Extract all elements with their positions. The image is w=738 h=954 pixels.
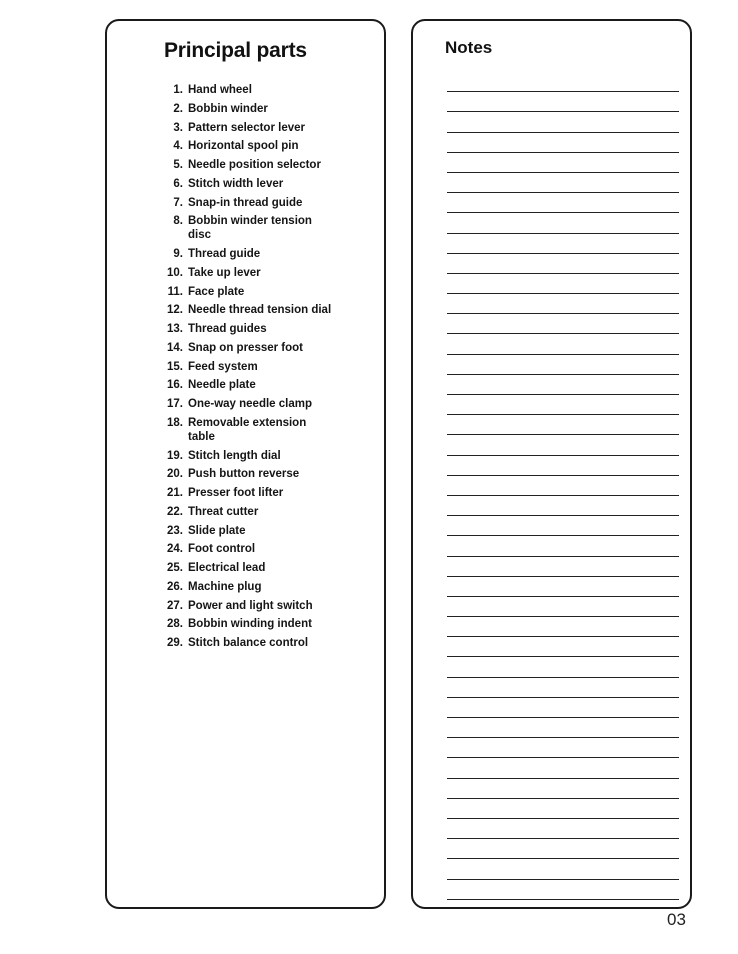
part-number: 4.: [173, 140, 183, 153]
part-number: 8.: [173, 215, 183, 228]
part-number: 20.: [167, 468, 183, 481]
part-label: Threat cutter: [188, 505, 259, 518]
part-label: Stitch balance control: [188, 637, 309, 649]
note-line: [447, 395, 679, 415]
note-line: [447, 173, 679, 193]
part-label: Power and light switch: [188, 599, 313, 612]
note-line: [447, 375, 679, 395]
part-number: 29.: [167, 637, 183, 649]
part-number: 27.: [167, 599, 183, 612]
part-number: 24.: [167, 543, 183, 556]
list-item: [155, 177, 380, 191]
part-label: Machine plug: [188, 580, 262, 593]
list-item: [155, 617, 380, 631]
part-number: 23.: [167, 524, 183, 537]
note-line: [447, 779, 679, 799]
list-item: [155, 285, 380, 299]
note-line: [447, 657, 679, 677]
list-item: [155, 486, 380, 500]
note-line: [447, 637, 679, 657]
notes-title: Notes: [445, 38, 493, 57]
list-item: [155, 416, 380, 444]
part-label: Thread guides: [188, 323, 267, 335]
part-number: 28.: [167, 618, 183, 631]
part-label: Presser foot lifter: [188, 487, 284, 499]
list-item: [155, 196, 380, 210]
list-item: [155, 158, 380, 172]
note-line: [447, 859, 679, 879]
part-number: 26.: [167, 580, 183, 593]
part-label: Push button reverse: [188, 468, 300, 481]
note-line: [447, 456, 679, 476]
part-label: Feed system: [188, 360, 258, 373]
part-number: 18.: [167, 416, 183, 429]
note-line: [447, 758, 679, 778]
note-line: [447, 193, 679, 213]
part-number: 6.: [173, 177, 183, 190]
notes-panel: [411, 19, 692, 909]
list-item: [155, 524, 380, 538]
list-item: [155, 599, 380, 613]
note-line: [447, 234, 679, 254]
note-line: [447, 557, 679, 577]
part-number: 17.: [167, 398, 183, 410]
note-line: [447, 839, 679, 859]
list-item: [155, 139, 380, 153]
part-number: 12.: [167, 304, 183, 317]
note-line: [447, 415, 679, 435]
note-line: [447, 254, 679, 274]
part-number: 22.: [167, 505, 183, 518]
part-label: Pattern selector lever: [188, 121, 305, 134]
part-label: Needle plate: [188, 379, 256, 392]
note-line: [447, 678, 679, 698]
parts-list: [155, 83, 380, 655]
part-label: Thread guide: [188, 248, 261, 260]
note-line: [447, 294, 679, 314]
note-line: [447, 718, 679, 738]
note-line: [447, 334, 679, 354]
list-item: [155, 542, 380, 556]
part-label: Needle position selector: [188, 159, 321, 171]
part-label: Hand wheel: [188, 84, 252, 96]
page-number: 03: [667, 910, 686, 929]
note-line: [447, 213, 679, 233]
part-label: Stitch length dial: [188, 449, 281, 462]
note-line: [447, 153, 679, 173]
list-item: [155, 580, 380, 594]
part-number: 25.: [167, 562, 183, 574]
note-line: [447, 72, 679, 92]
part-number: 9.: [173, 248, 183, 260]
note-line: [447, 516, 679, 536]
part-label: Bobbin winder: [188, 102, 268, 115]
note-line: [447, 274, 679, 294]
note-line: [447, 496, 679, 516]
list-item: [155, 303, 380, 317]
part-label: Face plate: [188, 285, 245, 298]
note-line: [447, 133, 679, 153]
part-number: 5.: [173, 159, 183, 171]
note-line: [447, 92, 679, 112]
part-number: 16.: [167, 379, 183, 392]
part-label: Slide plate: [188, 524, 246, 537]
note-line: [447, 314, 679, 334]
part-number: 15.: [167, 360, 183, 373]
part-label: Take up lever: [188, 266, 261, 279]
list-item: [155, 378, 380, 392]
list-item: [155, 83, 380, 97]
note-line: [447, 698, 679, 718]
part-label: One-way needle clamp: [188, 398, 312, 410]
part-number: 14.: [167, 341, 183, 354]
note-line: [447, 738, 679, 758]
part-label: Snap on presser foot: [188, 341, 304, 354]
part-label: Needle thread tension dial: [188, 304, 332, 317]
part-number: 21.: [167, 487, 183, 499]
note-line: [447, 476, 679, 496]
part-number: 7.: [173, 196, 183, 209]
list-item: [155, 341, 380, 355]
part-number: 3.: [173, 121, 183, 134]
list-item: [155, 247, 380, 261]
part-number: 2.: [173, 102, 183, 115]
part-label: Horizontal spool pin: [188, 140, 299, 153]
part-label: Foot control: [188, 543, 256, 556]
list-item: [155, 322, 380, 336]
list-item: [155, 266, 380, 280]
note-line: [447, 112, 679, 132]
part-number: 10.: [167, 266, 183, 279]
principal-parts-panel: [105, 19, 386, 909]
notes-lines: [447, 72, 679, 900]
list-item: [155, 214, 380, 242]
note-line: [447, 577, 679, 597]
part-number: 13.: [167, 323, 183, 335]
note-line: [447, 355, 679, 375]
note-line: [447, 880, 679, 900]
note-line: [447, 435, 679, 455]
note-line: [447, 799, 679, 819]
list-item: [155, 636, 380, 650]
part-label: Stitch width lever: [188, 177, 284, 190]
principal-parts-title: Principal parts: [164, 39, 307, 62]
list-item: [155, 397, 380, 411]
list-item: [155, 505, 380, 519]
part-label: Removable extension table: [188, 416, 307, 443]
part-label: Bobbin winder tension disc: [188, 215, 312, 242]
part-number: 1.: [173, 84, 183, 96]
part-label: Bobbin winding indent: [188, 618, 312, 631]
note-line: [447, 617, 679, 637]
list-item: [155, 467, 380, 481]
note-line: [447, 819, 679, 839]
list-item: [155, 561, 380, 575]
part-label: Electrical lead: [188, 562, 266, 574]
part-number: 19.: [167, 449, 183, 462]
note-line: [447, 597, 679, 617]
part-number: 11.: [167, 285, 183, 298]
part-label: Snap-in thread guide: [188, 196, 303, 209]
list-item: [155, 102, 380, 116]
list-item: [155, 360, 380, 374]
list-item: [155, 121, 380, 135]
note-line: [447, 536, 679, 556]
list-item: [155, 449, 380, 463]
